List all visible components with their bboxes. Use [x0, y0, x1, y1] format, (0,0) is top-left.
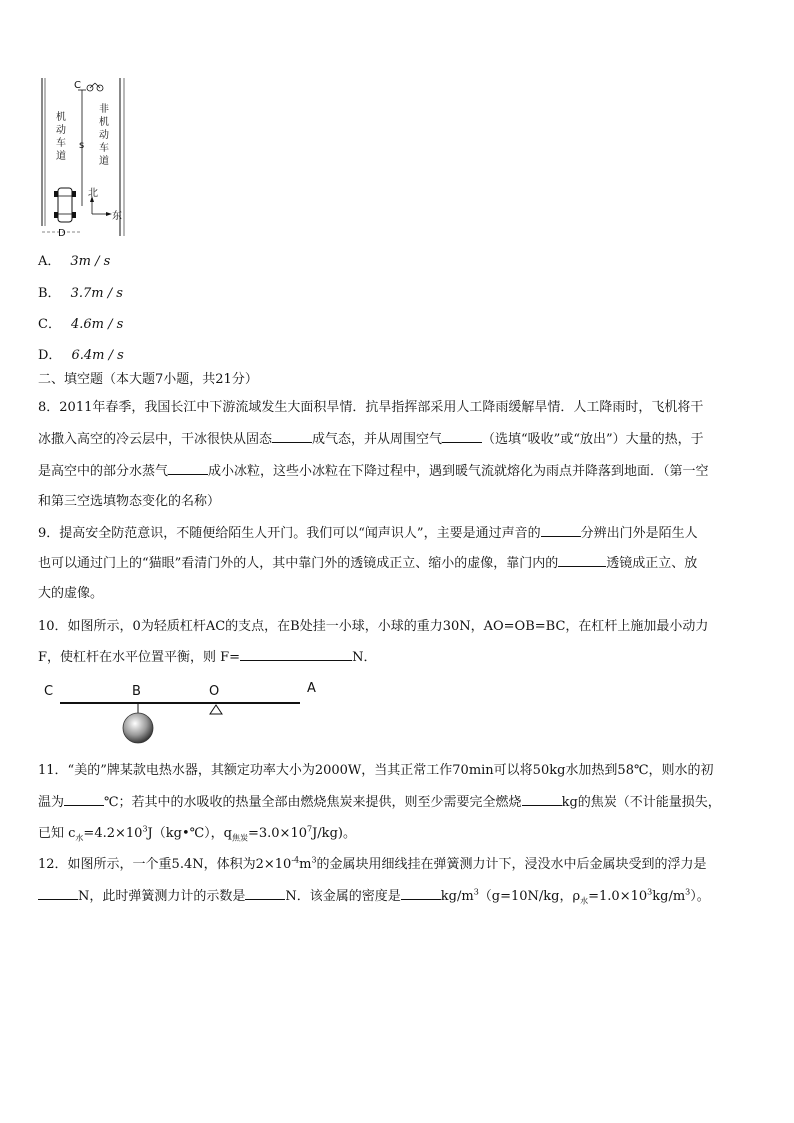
q12-line1 [38, 853, 707, 872]
q8-line1: 8．2011年春季，我国长江中下游流域发生大面积旱情．抗旱指挥部采用人工降雨缓解旱情．人工降雨时，飞机将干 [38, 400, 704, 415]
option-c [38, 313, 123, 332]
left-lane-1: 机 [56, 112, 66, 123]
q10-line2 [38, 646, 376, 665]
lever-diagram-svg [40, 678, 340, 746]
q12-text-i: kg/m [652, 889, 686, 904]
q8-text-a: 冰撒入高空的冷云层中，干冰很快从固态 [38, 432, 273, 447]
q12-line2 [38, 885, 710, 907]
q12-text-e: N．该金属的密度是 [285, 889, 401, 904]
q8-blank-2[interactable] [442, 428, 482, 443]
q9-text-a: 9．提高安全防范意识，不随便给陌生人开门。我们可以“闻声识人”，主要是通过声音的 [38, 526, 541, 541]
lever-label-a: A [307, 681, 316, 696]
q12-text-g: （g=10N/kg，ρ [478, 889, 581, 904]
q10-blank-1[interactable] [240, 646, 352, 661]
q11-text-g: =3.0×10 [247, 826, 307, 841]
option-d-letter: D． [38, 348, 62, 363]
q8-line4: 和第三空选填物态变化的名称） [38, 494, 221, 509]
q11-text-a: 温为 [38, 795, 65, 810]
q9-text-d: 透镜成正立、放 [606, 556, 698, 571]
option-a-value: 3m / s [70, 254, 111, 269]
option-c-value: 4.6m / s [70, 317, 124, 332]
q12-blank-3[interactable] [401, 885, 441, 900]
q12-text-b: m [299, 857, 312, 872]
right-lane-1: 非 [99, 104, 109, 115]
label-east: 东 [112, 211, 122, 222]
option-d-value: 6.4m / s [71, 348, 124, 363]
label-s: s [79, 140, 85, 151]
q9-text-c: 也可以通过门上的“猫眼”看清门外的人，其中靠门外的透镜成正立、缩小的虚像，靠门内的 [38, 556, 559, 571]
lever-label-o: O [209, 684, 220, 699]
q9-blank-1[interactable] [541, 522, 581, 537]
q8-text-c: （选填“吸收”或“放出”）大量的热，于 [482, 432, 704, 447]
option-d [38, 344, 124, 363]
q12-blank-2[interactable] [245, 885, 285, 900]
q11-text-f: J（kg•℃），q [147, 826, 232, 841]
q12-text-j: ）。 [690, 889, 710, 904]
lever-label-b: B [132, 684, 141, 699]
left-lane-2: 动 [56, 125, 66, 136]
q11-text-d: 已知 c [38, 826, 76, 841]
left-lane-3: 车 [56, 138, 66, 149]
q11-sup-1: 3 [142, 824, 148, 834]
q11-sup-2: 7 [307, 824, 313, 834]
q8-text-d: 是高空中的部分水蒸气 [38, 464, 169, 479]
q12-blank-1[interactable] [38, 885, 78, 900]
road-diagram-svg [36, 76, 132, 240]
q11-text-c: kg的焦炭（不计能量损失， [561, 795, 721, 810]
lever-diagram [40, 678, 340, 746]
section-heading: 二、填空题（本大题7小题，共21分） [38, 372, 258, 387]
right-lane-5: 道 [99, 156, 109, 167]
q8-blank-3[interactable] [168, 460, 208, 475]
q12-sup-4: 3 [647, 887, 653, 897]
label-d: D [58, 228, 66, 239]
q12-text-c: 的金属块用细线挂在弹簧测力计下，浸没水中后金属块受到的浮力是 [316, 857, 707, 872]
right-lane-4: 车 [99, 143, 109, 154]
q11-text-b: ℃；若其中的水吸收的热量全部由燃烧焦炭来提供，则至少需要完全燃烧 [104, 795, 522, 810]
q8-line2 [38, 428, 704, 447]
option-a-letter: A． [38, 254, 61, 269]
q11-line2 [38, 791, 721, 810]
q10-text-a: F，使杠杆在水平位置平衡，则 F= [38, 650, 241, 665]
q11-sub-coke: 焦炭 [231, 833, 248, 843]
option-b-value: 3.7m / s [70, 286, 123, 301]
q11-sub-water: 水 [75, 833, 84, 843]
option-a [38, 250, 110, 269]
q12-sup-1: -4 [291, 855, 300, 865]
q12-sup-5: 3 [685, 887, 691, 897]
bicycle-icon-shape [87, 83, 103, 91]
q11-text-e: =4.2×10 [83, 826, 143, 841]
q9-line1 [38, 522, 698, 541]
road-diagram [36, 76, 132, 240]
option-b-letter: B． [38, 286, 61, 301]
q8-text-b: 成气态，并从周围空气 [312, 432, 443, 447]
q12-text-f: kg/m [440, 889, 474, 904]
q8-text-e: 成小冰粒，这些小冰粒在下降过程中，遇到暖气流就熔化为雨点并降落到地面．（第一空 [208, 464, 709, 479]
q9-line3: 大的虚像。 [38, 586, 104, 601]
right-lane-2: 机 [99, 117, 109, 128]
q11-line1: 11．“美的”牌某款电热水器，其额定功率大小为2000W，当其正常工作70min可以将50kg水加热到58℃，则水的初 [38, 763, 714, 778]
ball-icon [123, 713, 153, 743]
q11-blank-1[interactable] [64, 791, 104, 806]
label-c: C [74, 80, 81, 91]
q12-text-d: N，此时弹簧测力计的示数是 [78, 889, 246, 904]
fulcrum-icon [210, 705, 222, 714]
q10-text-b: N． [352, 650, 377, 665]
q10-line1: 10．如图所示，0为轻质杠杆AC的支点，在B处挂一小球，小球的重力30N，AO=OB=BC，在杠杆上施加最小动力 [38, 619, 709, 634]
q12-text-a: 12．如图所示，一个重5.4N，体积为2×10 [38, 857, 292, 872]
q11-line3 [38, 822, 356, 844]
q9-blank-2[interactable] [558, 552, 606, 567]
option-b [38, 282, 123, 301]
option-c-letter: C． [38, 317, 61, 332]
q11-blank-2[interactable] [522, 791, 562, 806]
label-north: 北 [88, 188, 98, 199]
car-icon [54, 188, 76, 222]
q12-text-h: =1.0×10 [588, 889, 648, 904]
left-lane-4: 道 [56, 151, 66, 162]
q8-blank-1[interactable] [272, 428, 312, 443]
q11-text-h: J/kg)。 [312, 826, 356, 841]
q9-text-b: 分辨出门外是陌生人 [580, 526, 698, 541]
q12-sup-2: 3 [311, 855, 317, 865]
q12-sub-water: 水 [580, 896, 589, 906]
right-lane-3: 动 [99, 130, 109, 141]
q9-line2 [38, 552, 697, 571]
q12-sup-3: 3 [473, 887, 479, 897]
q8-line3 [38, 460, 709, 479]
lever-label-c: C [44, 684, 54, 699]
